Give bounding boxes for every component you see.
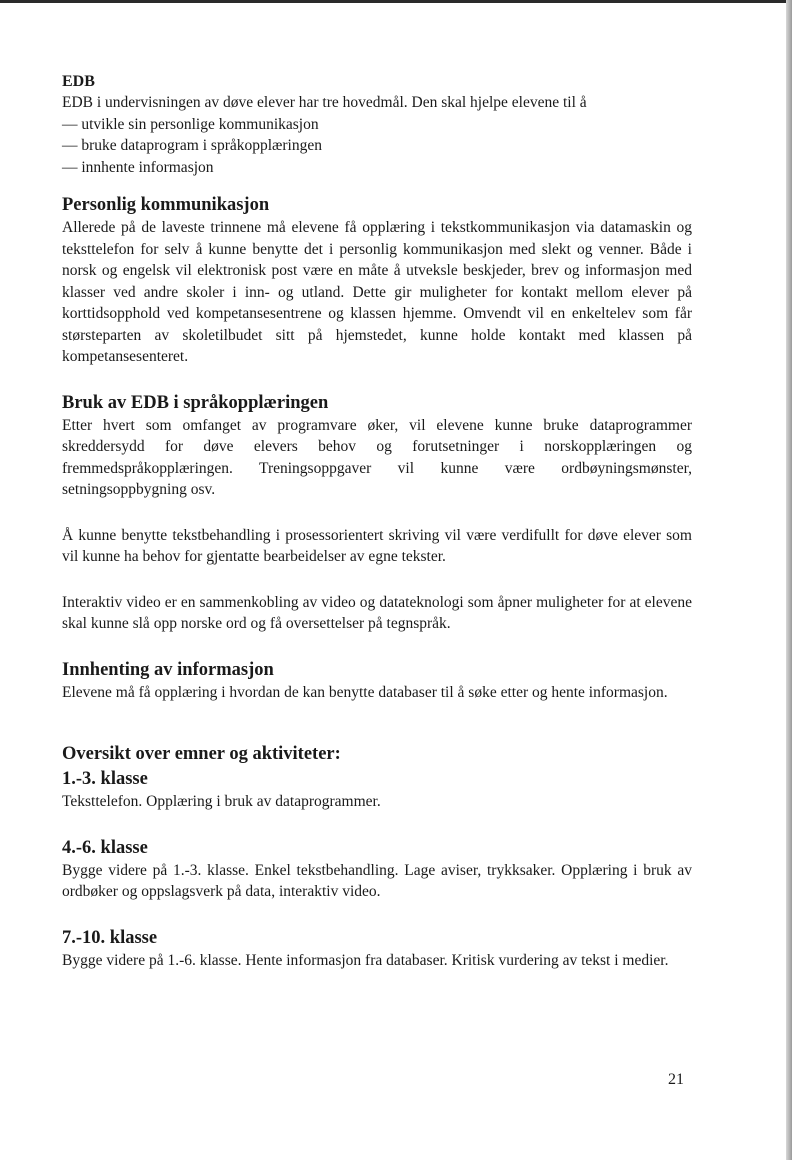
- edb-list-item: — utvikle sin personlige kommunikasjon: [62, 115, 319, 133]
- grade-title: 7.-10. klasse: [62, 927, 158, 948]
- top-edge-rule: [0, 0, 792, 3]
- edb-list-item: — bruke dataprogram i språkopplæringen: [62, 137, 322, 154]
- edb-heading: EDB: [62, 73, 95, 90]
- grade-title: 4.-6. klasse: [62, 837, 148, 858]
- grade-text: Bygge videre på 1.-6. klasse. Hente informasjon fra databaser. Kritisk vurdering av tekst i medier.: [62, 951, 669, 969]
- bruk-section: [62, 392, 692, 635]
- grade-title: 1.-3. klasse: [62, 769, 148, 789]
- bruk-paragraph-3: Interaktiv video er en sammenkobling av video og datateknologi som åpner muligheter for at elevene skal kunne slå opp norske ord og få oversettelser på tegnspråk.: [62, 593, 692, 632]
- personlig-heading: Personlig kommunikasjon: [62, 195, 270, 215]
- page-edge-shadow: [786, 0, 792, 1160]
- bruk-paragraph-1: Etter hvert som omfanget av programvare øker, vil elevene kunne bruke dataprogrammer skreddersydd for døve elevers behov og forutsetninger i norskopplæringen og fremmedspråkopplæringen. Treningsoppgaver vil kunne være ordbøyningsmønster, setningsoppbygning osv.: [62, 416, 692, 498]
- edb-section: [62, 72, 692, 178]
- bruk-heading: Bruk av EDB i språkopplæringen: [62, 392, 329, 413]
- oversikt-heading: Oversikt over emner og aktiviteter:: [62, 744, 341, 764]
- bruk-paragraph-2: Å kunne benytte tekstbehandling i prosessorientert skriving vil være verdifullt for døve elever som vil kunne ha behov for gjentatte bearbeidelser av egne tekster.: [62, 526, 692, 565]
- personlig-section: [62, 194, 692, 368]
- page-content: [62, 72, 692, 971]
- page-number: 21: [668, 1071, 684, 1088]
- innhenting-section: [62, 659, 692, 704]
- oversikt-section: [62, 743, 692, 971]
- edb-intro: EDB i undervisningen av døve elever har tre hovedmål. Den skal hjelpe elevene til å: [62, 94, 587, 111]
- edb-list-item: — innhente informasjon: [62, 158, 214, 176]
- grade-text: Bygge videre på 1.-3. klasse. Enkel tekstbehandling. Lage aviser, trykksaker. Opplæring i bruk av ordbøker og oppslagsverk på data, interaktiv video.: [62, 861, 692, 900]
- grade-text: Teksttelefon. Opplæring i bruk av dataprogrammer.: [62, 793, 381, 810]
- personlig-text: Allerede på de laveste trinnene må elevene få opplæring i tekstkommunikasjon via datamaskin og teksttelefon for selv å kunne benytte det i personlig kommunikasjon med slekt og venner. Både i norsk og engelsk vil elektronisk post være en måte å utveksle beskjeder, brev og informasjon med klasser ved andre skoler i inn- og utland. Dette gir muligheter for kontakt mellom elever på korttidsopphold ved kompetansesentrene og klassen hjemme. Omvendt vil en enkeltelev som får størsteparten av skoletilbudet sitt på hjemstedet, kunne holde kontakt med klassen på kompetansesenteret.: [62, 219, 692, 365]
- innhenting-text: Elevene må få opplæring i hvordan de kan benytte databaser til å søke etter og hente informasjon.: [62, 683, 668, 701]
- innhenting-heading: Innhenting av informasjon: [62, 659, 274, 680]
